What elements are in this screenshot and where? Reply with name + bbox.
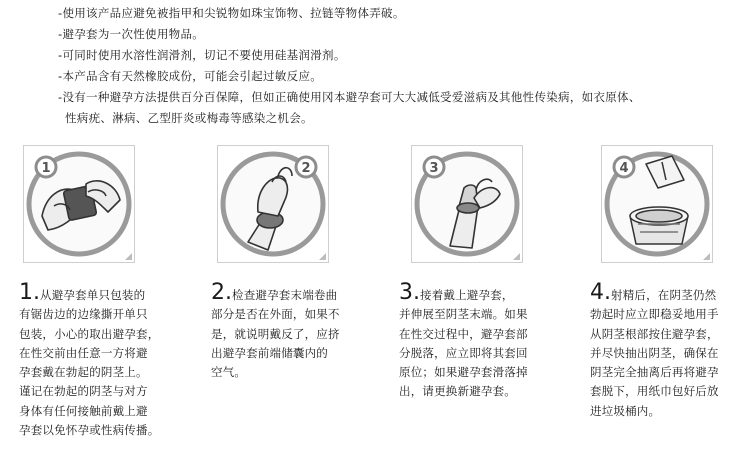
step-number: 2. (211, 280, 232, 305)
step-text-line: 是，就说明戴反了，应挤 (211, 326, 340, 341)
step-number: 3. (399, 280, 420, 305)
corner-mark (125, 253, 132, 260)
precaution-item: -本产品含有天然橡胶成份，可能会引起过敏反应。 (58, 69, 323, 83)
step-text-line: 身体有任何接触前戴上避 (19, 403, 148, 418)
step-text-line: 孕套戴在勃起的阴茎上。 (19, 365, 148, 380)
step-text-line: 原位；如果避孕套滑落掉 (399, 365, 528, 380)
step-2-instructions (211, 280, 340, 382)
step-text-line: 并尽快抽出阴茎，确保在 (590, 345, 719, 360)
step-text-line: 套脱下，用纸巾包好后放 (590, 384, 719, 399)
step-text-line: 勃起时应立即稳妥地用手 (590, 307, 719, 322)
precaution-item: -避孕套为一次性使用物品。 (58, 27, 205, 41)
step-1-illustration (23, 145, 135, 263)
step-text-line: 阴茎完全抽离后再将避孕 (590, 365, 719, 380)
step-number: 1. (19, 280, 40, 305)
step-text-line: 进垃圾桶内。 (590, 403, 661, 418)
step-3-illustration (411, 145, 523, 263)
corner-mark (319, 253, 326, 260)
step-text-line: 从避孕套单只包装的 (40, 288, 146, 302)
svg-text:4: 4 (619, 161, 629, 176)
step-4-illustration (601, 145, 713, 263)
precaution-item: -没有一种避孕方法提供百分百保障，但如正确使用冈本避孕套可大大减低受爱滋病及其他性传染病，如衣原体、 (58, 90, 641, 104)
svg-text:2: 2 (301, 161, 311, 176)
step-badge-1 (36, 157, 56, 177)
step-text-line: 出避孕套前端储囊内的 (211, 345, 328, 360)
step-badge-4 (614, 157, 634, 177)
step-text-line: 包装，小心的取出避孕套， (19, 326, 160, 341)
step-text-line: 空气。 (211, 365, 247, 380)
precaution-item: -使用该产品应避免被指甲和尖锐物如珠宝饰物、拉链等物体弄破。 (58, 6, 405, 20)
step-badge-3 (424, 157, 444, 177)
precaution-item-continued: 性病疣、淋病、乙型肝炎或梅毒等感染之机会。 (65, 111, 313, 125)
step-text-line: 分脱落，应立即将其套回 (399, 345, 528, 360)
step-text-line: 检查避孕套末端卷曲 (232, 288, 338, 302)
step-text-line: 在性交过程中，避孕套部 (399, 326, 528, 341)
step-badge-2 (296, 157, 316, 177)
corner-mark (513, 253, 520, 260)
step-text-line: 孕套以免怀孕或性病传播。 (19, 423, 160, 438)
step-text-line: 并伸展至阴茎末端。如果 (399, 307, 528, 322)
step-number: 4. (590, 280, 611, 305)
precautions-list (58, 3, 748, 129)
step-text-line: 谨记在勃起的阴茎与对方 (19, 384, 148, 399)
precaution-item: -可同时使用水溶性润滑剂，切记不要使用硅基润滑剂。 (58, 48, 346, 62)
step-2-illustration (217, 145, 329, 263)
step-text-line: 出，请更换新避孕套。 (399, 384, 516, 399)
step-3-instructions (399, 280, 528, 402)
step-4-instructions (590, 280, 719, 421)
step-text-line: 有锯齿边的边缘撕开单只 (19, 307, 148, 322)
step-text-line: 接着戴上避孕套， (420, 288, 514, 302)
step-text-line: 射精后，在阴茎仍然 (611, 288, 717, 302)
step-text-line: 部分是否在外面，如果不 (211, 307, 340, 322)
step-text-line: 在性交前由任意一方将避 (19, 345, 148, 360)
svg-text:1: 1 (41, 161, 51, 176)
svg-text:3: 3 (429, 161, 439, 176)
step-1-instructions (19, 280, 160, 440)
step-text-line: 从阴茎根部按住避孕套， (590, 326, 719, 341)
corner-mark (703, 253, 710, 260)
